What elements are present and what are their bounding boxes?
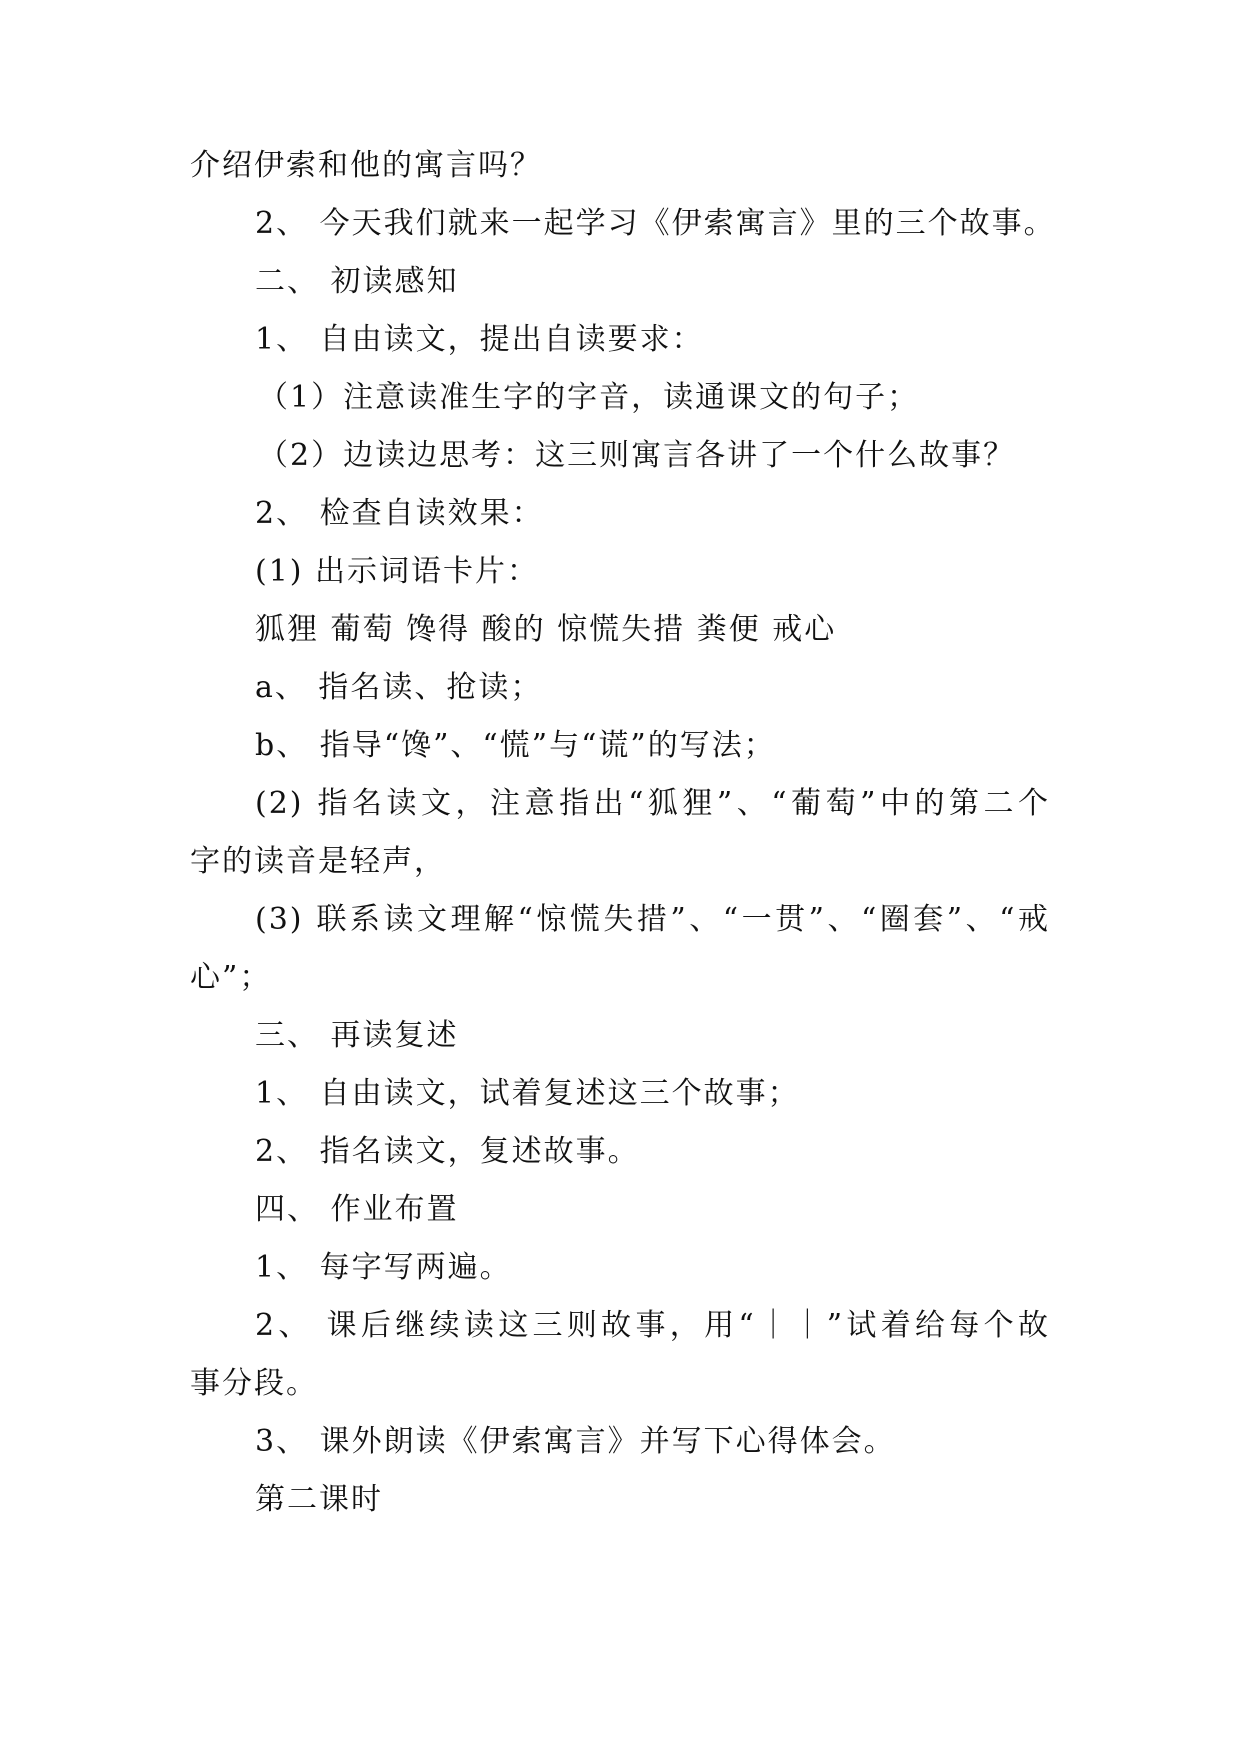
text-line: 2、 检查自读效果： bbox=[255, 496, 544, 531]
vocabulary-line: 狐狸 葡萄 馋得 酸的 惊慌失措 粪便 戒心 bbox=[255, 612, 837, 647]
text-line: 1、 自由读文，提出自读要求： bbox=[255, 322, 704, 357]
text-line: (3) 联系读文理解“惊慌失措”、“一贯”、“圈套”、“戒 bbox=[255, 902, 1050, 937]
text-line: （2）边读边思考：这三则寓言各讲了一个什么故事？ bbox=[258, 438, 1016, 473]
text-line: 介绍伊索和他的寓言吗？ bbox=[190, 148, 542, 183]
text-line: (1) 出示词语卡片： bbox=[255, 554, 540, 589]
text-line: 事分段。 bbox=[190, 1366, 318, 1401]
text-line: a、 指名读、抢读； bbox=[255, 670, 543, 705]
section-heading: 四、 作业布置 bbox=[255, 1192, 459, 1227]
text-line: 2、 课后继续读这三则故事，用“｜｜”试着给每个故 bbox=[255, 1308, 1050, 1343]
text-line: 1、 每字写两遍。 bbox=[255, 1250, 512, 1285]
text-line: b、 指导“馋”、“慌”与“谎”的写法； bbox=[255, 728, 776, 763]
text-line: 2、 今天我们就来一起学习《伊索寓言》里的三个故事。 bbox=[255, 206, 1056, 241]
text-line: 心”； bbox=[190, 960, 272, 995]
text-line: 3、 课外朗读《伊索寓言》并写下心得体会。 bbox=[255, 1424, 896, 1459]
text-line: 1、 自由读文，试着复述这三个故事； bbox=[255, 1076, 800, 1111]
text-line: 字的读音是轻声， bbox=[190, 844, 446, 879]
section-heading: 三、 再读复述 bbox=[255, 1018, 459, 1053]
text-line: (2) 指名读文，注意指出“狐狸”、“葡萄”中的第二个 bbox=[255, 786, 1050, 821]
section-heading: 第二课时 bbox=[255, 1482, 383, 1517]
text-line: 2、 指名读文，复述故事。 bbox=[255, 1134, 640, 1169]
text-line: （1）注意读准生字的字音，读通课文的句子； bbox=[258, 380, 920, 415]
section-heading: 二、 初读感知 bbox=[255, 264, 459, 299]
